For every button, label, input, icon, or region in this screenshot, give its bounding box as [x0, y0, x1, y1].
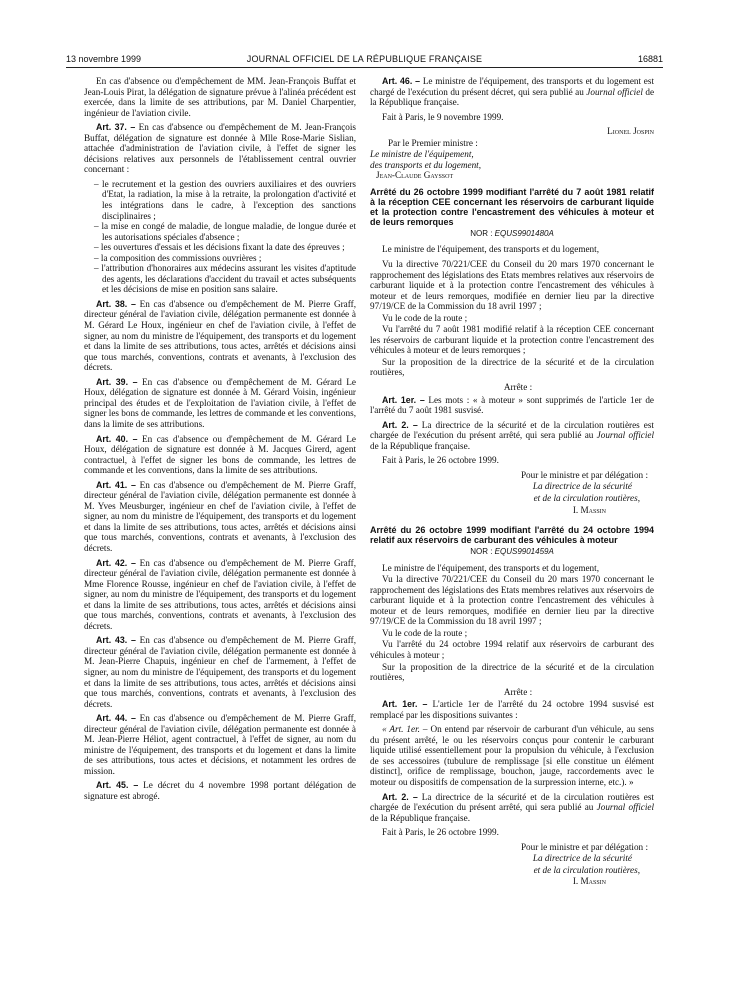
paragraph: Vu le code de la route ; — [382, 627, 468, 638]
list-item: – les ouvertures d'essais et les décisions fixant la date des épreuves ; — [94, 242, 356, 253]
signature-line: et de la circulation routières, — [533, 864, 640, 875]
signature-line: La directrice de la sécurité — [532, 481, 632, 492]
header-journal-title: JOURNAL OFFICIEL DE LA RÉPUBLIQUE FRANÇAISE — [246, 54, 483, 64]
article-40: Art. 40. – En cas d'absence ou d'empêchement de M. Gérard Le Houx, délégation de signature est donnée à M. Jacques Girerd, agent contractuel, à l'effet de signer les bons de commande, les lettres de commande et les conventions, dans la limite de ses attributions. — [84, 433, 356, 476]
article-2: Art. 2. – La directrice de la sécurité et de la circulation routières est chargée de l'exécution du présent arrêté, qui sera publié au Journal officiel de la République française. — [370, 419, 655, 451]
article-1: Art. 1er. – L'article 1er de l'arrêté du 24 octobre 1994 susvisé est remplacé par les dispositions suivantes : — [370, 699, 654, 720]
minister-name: Jean-Claude Gayssot — [376, 170, 454, 181]
nor-reference: NOR : EQUS9901480A — [470, 228, 554, 238]
section-arrete-1 — [370, 187, 654, 515]
article-38: Art. 38. – En cas d'absence ou d'empêchement de M. Pierre Graff, directeur général de l'aviation civile, délégation permanente est donnée à M. Gérard Le Houx, ingénieur en chef de l'aviation civile, à l'effet de signer, au nom du ministre de l'équipement, des transports et du logement et dans la limite de ses attributions, tous actes, arrêtés et décisions ainsi que tous marchés, conventions, contrats et avenants, à l'exclusion des décrets. — [84, 298, 356, 373]
signature-line: Pour le ministre et par délégation : — [520, 841, 648, 852]
signature-name: I. Massin — [572, 504, 606, 515]
minister-line-2: des transports et du logement, — [370, 159, 482, 170]
article-37: Art. 37. – En cas d'absence ou d'empêchement de M. Jean-François Buffat, délégation de signature est donnée à Mlle Rose-Marie Sislian, attachée d'administration de l'aviation civile, à l'effet de signer les décisions relatives aux personnels de l'établissement central ouvrier concernant : — [84, 122, 356, 175]
article-42: Art. 42. – En cas d'absence ou d'empêchement de M. Pierre Graff, directeur général de l'aviation civile, délégation permanente est donnée à Mme Florence Rousse, ingénieur en chef de l'aviation civile, à l'effet de signer, au nom du ministre de l'équipement, des transports et du logement et dans la limite de ses attributions, tous actes, arrêtés et décisions ainsi que tous marchés, conventions, contrats et avenants, à l'exclusion des décrets. — [84, 557, 356, 631]
arrete-label: Arrête : — [503, 686, 533, 697]
done-at: Fait à Paris, le 26 octobre 1999. — [382, 827, 499, 838]
paragraph: Vu la directive 70/221/CEE du Conseil du 20 mars 1970 concernant le rapprochement des législations des Etats membres relatives aux réservoirs de carburant liquide et à la protection contre l'encastrement des véhicules à moteur et de leurs remorques, modifiée en dernier lieu par la directive 97/19/CE de la Commission du 18 avril 1997 ; — [370, 259, 654, 312]
list-item: – la composition des commissions ouvrières ; — [94, 253, 356, 264]
section-arrete-2 — [370, 525, 654, 887]
page-header — [66, 54, 663, 68]
paragraph: Le ministre de l'équipement, des transports et du logement, — [382, 244, 599, 255]
header-date: 13 novembre 1999 — [66, 54, 142, 64]
paragraph: Sur la proposition de la directrice de la sécurité et de la circulation routières, — [370, 356, 654, 378]
paragraph: Vu l'arrêté du 7 août 1981 modifié relatif à la réception CEE concernant les réservoirs de carburant liquide et la protection contre l'encastrement des véhicules à moteur et de leurs remorques ; — [370, 324, 654, 356]
right-column — [370, 76, 654, 888]
header-rule — [66, 67, 663, 68]
section-title: Arrêté du 26 octobre 1999 modifiant l'arrêté du 7 août 1981 relatif à la réception CEE concernant les réservoirs de carburant liquide et la protection contre l'encastrement des véhicules à moteur et de leurs remorques — [370, 186, 654, 227]
paragraph: Vu le code de la route ; — [382, 312, 468, 323]
paragraph: Le ministre de l'équipement, des transports et du logement, — [382, 562, 599, 573]
article-46: Art. 46. – Le ministre de l'équipement, des transports et du logement est chargé de l'exécution du présent décret, qui sera publié au Journal officiel de la République française. — [370, 76, 655, 108]
paragraph: Vu la directive 70/221/CEE du Conseil du 20 mars 1970 concernant le rapprochement des législations des Etats membres relatives aux réservoirs de carburant liquide et à la protection contre l'encastrement des véhicules à moteur et de leurs remorques, modifiée en dernier lieu par la directive 97/19/CE de la Commission du 18 avril 1997 ; — [370, 574, 654, 627]
paragraph: Vu l'arrêté du 24 octobre 1994 relatif aux réservoirs de carburant des véhicules à moteur ; — [370, 639, 654, 660]
signature-pm: Lionel Jospin — [607, 126, 654, 137]
signature-name: I. Massin — [572, 876, 606, 887]
signature-line: La directrice de la sécurité — [532, 853, 632, 864]
done-at-1: Fait à Paris, le 9 novembre 1999. — [382, 111, 504, 122]
header-page-number: 16881 — [637, 54, 663, 64]
article-39: Art. 39. – En cas d'absence ou d'empêchement de M. Gérard Le Houx, délégation de signature est donnée à M. Gérard Voisin, ingénieur principal des études et de l'exploitation de l'aviation civile, à l'effet de signer les bons de commande, les lettres de commande et les conventions, dans la limite de ses attributions. — [84, 376, 356, 429]
section-title: Arrêté du 26 octobre 1999 modifiant l'arrêté du 24 octobre 1994 relatif aux réservoirs de carburant des véhicules à moteur — [370, 525, 654, 546]
list-item: – l'attribution d'honoraires aux médecins assurant les visites d'aptitude des agents, les déclarations d'accident du travail et actes subséquents et les décisions de mise en position sans salaire. — [94, 263, 356, 295]
signature-line: Pour le ministre et par délégation : — [520, 469, 648, 480]
quoted-article: « Art. 1er. – On entend par réservoir de carburant d'un véhicule, au sens du présent arrêté, le ou les réservoirs conçus pour contenir le carburant liquide utilisé essentiellement pour la propulsion du véhicule, à l'exclusion de ses accessoires (tubulure de remplissage [si elle constitue un élément distinct], orifice de remplissage, bouchon, jauge, raccordements avec le moteur ou dispositifs de compensation de la surpression interne, etc.). » — [370, 724, 654, 787]
list-item: – le recrutement et la gestion des ouvriers auxiliaires et des ouvriers d'Etat, la radiation, la mise à la retraite, la prolongation d'activité et les intégrations dans le cadre, à l'exception des sanctions disciplinaires ; — [94, 179, 356, 221]
paragraph: Sur la proposition de la directrice de la sécurité et de la circulation routières, — [370, 661, 654, 683]
left-column — [84, 76, 356, 806]
intro-paragraph: En cas d'absence ou d'empêchement de MM. Jean-François Buffat et Jean-Louis Pirat, la délégation de signature prévue à l'alinéa précédent est exercée, dans la limite de ses attributions, par M. Daniel Charpentier, ingénieur de l'aviation civile. — [84, 76, 356, 118]
article-41: Art. 41. – En cas d'absence ou d'empêchement de M. Pierre Graff, directeur général de l'aviation civile, délégation permanente est donnée à M. Yves Meusburger, ingénieur en chef de l'aviation civile, à l'effet de signer, au nom du ministre de l'équipement, des transports et du logement et dans la limite de ses attributions, tous actes, arrêtés et décisions ainsi que tous marchés, conventions, contrats et avenants, à l'exclusion des décrets. — [84, 479, 356, 553]
done-at: Fait à Paris, le 26 octobre 1999. — [382, 455, 499, 466]
article-44: Art. 44. – En cas d'absence ou d'empêchement de M. Pierre Graff, directeur général de l'aviation civile, délégation permanente est donnée à M. Jean-Pierre Héliot, agent contractuel, à l'effet de signer, au nom du ministre de l'équipement, des transports et du logement et dans la limite de ses attributions, tous actes et décisions, et notamment les ordres de mission. — [84, 713, 356, 776]
arrete-label: Arrête : — [503, 382, 533, 393]
article-2: Art. 2. – La directrice de la sécurité et de la circulation routières est chargée de l'exécution du présent arrêté, qui sera publié au Journal officiel de la République française. — [370, 791, 655, 823]
minister-line-1: Le ministre de l'équipement, — [370, 149, 474, 160]
by-pm: Par le Premier ministre : — [388, 137, 478, 148]
nor-reference: NOR : EQUS9901459A — [470, 547, 554, 557]
article-45: Art. 45. – Le décret du 4 novembre 1998 portant délégation de signature est abrogé. — [84, 780, 357, 801]
list-item: – la mise en congé de maladie, de longue maladie, de longue durée et les autorisations spéciales d'absence ; — [94, 221, 356, 242]
article-43: Art. 43. – En cas d'absence ou d'empêchement de M. Pierre Graff, directeur général de l'aviation civile, délégation permanente est donnée à M. Jean-Pierre Chapuis, ingénieur en chef de l'armement, à l'effet de signer, au nom du ministre de l'équipement, des transports et du logement et dans la limite de ses attributions, tous actes, arrêtés et décisions ainsi que tous marchés, conventions, contrats et avenants, à l'exclusion des décrets. — [84, 635, 356, 709]
article-37-list — [84, 179, 356, 295]
article-1: Art. 1er. – Les mots : « à moteur » sont supprimés de l'article 1er de l'arrêté du 7 août 1981 susvisé. — [370, 394, 655, 416]
signature-line: et de la circulation routières, — [533, 492, 640, 503]
